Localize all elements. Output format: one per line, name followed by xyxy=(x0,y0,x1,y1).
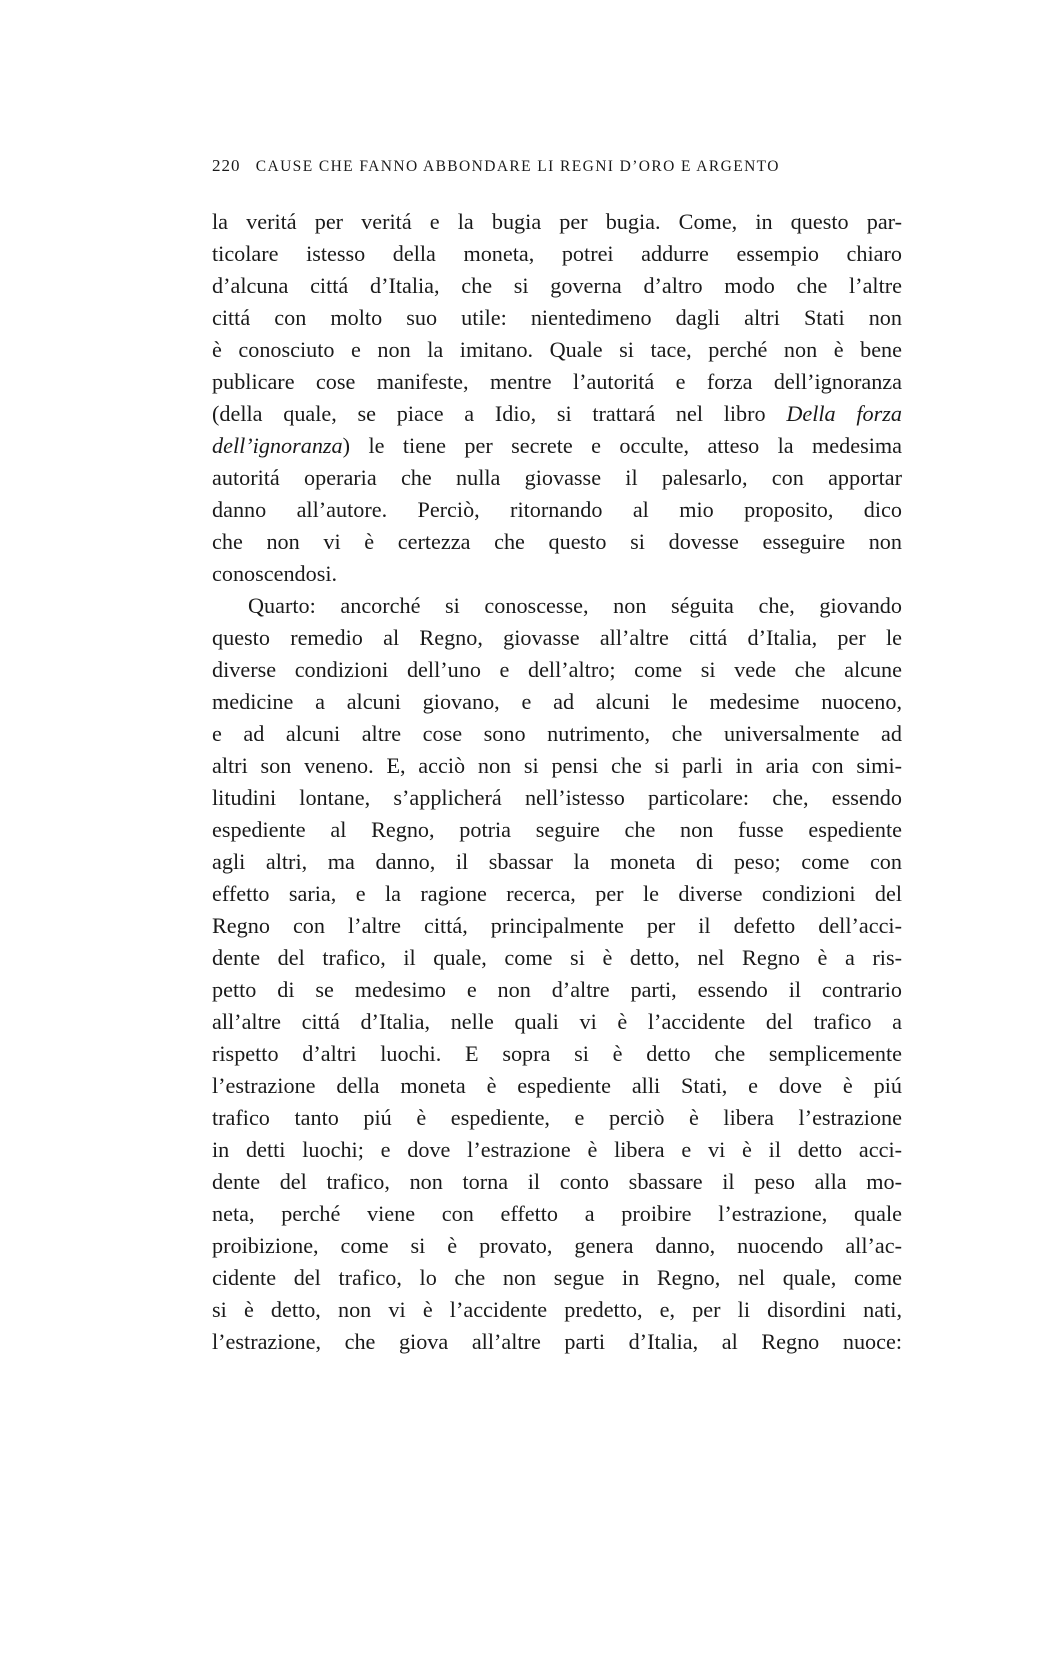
text-segment: ) le tiene per secrete e occulte, atteso la medesima xyxy=(342,433,902,458)
text-line: Quarto: ancorché si conoscesse, non séguita che, giovando xyxy=(248,593,902,618)
text-line: neta, perché viene con effetto a proibire l’estrazione, quale xyxy=(212,1201,902,1226)
text-line: rispetto d’altri luochi. E sopra si è detto che semplicemente xyxy=(212,1041,902,1066)
paragraph-2 xyxy=(212,590,902,1358)
text-line: si è detto, non vi è l’accidente predetto, e, per li disordini nati, xyxy=(212,1297,902,1322)
text-line: d’alcuna cittá d’Italia, che si governa d’altro modo che l’altre xyxy=(212,273,902,298)
text-line: dente del trafico, il quale, come si è detto, nel Regno è a ris- xyxy=(212,945,902,970)
text-line: danno all’autore. Perciò, ritornando al mio proposito, dico xyxy=(212,497,902,522)
running-title: CAUSE CHE FANNO ABBONDARE LI REGNI D’ORO E ARGENTO xyxy=(255,158,780,175)
text-segment: (della quale, se piace a Idio, si trattará nel libro xyxy=(212,401,787,426)
text-line: dente del trafico, non torna il conto sbassare il peso alla mo- xyxy=(212,1169,902,1194)
text-line: ticolare istesso della moneta, potrei addurre essempio chiaro xyxy=(212,241,902,266)
text-line: conoscendosi. xyxy=(212,561,338,586)
text-line: e ad alcuni altre cose sono nutrimento, che universalmente ad xyxy=(212,721,902,746)
text-line: trafico tanto piú è espediente, e perciò è libera l’estrazione xyxy=(212,1105,902,1130)
body-text xyxy=(212,206,902,1358)
text-line: l’estrazione della moneta è espediente alli Stati, e dove è piú xyxy=(212,1073,902,1098)
text-line: questo remedio al Regno, giovasse all’altre cittá d’Italia, per le xyxy=(212,625,902,650)
text-line: Regno con l’altre cittá, principalmente per il defetto dell’acci- xyxy=(212,913,902,938)
text-line: effetto saria, e la ragione recerca, per le diverse condizioni del xyxy=(212,881,902,906)
page-number: 220 xyxy=(212,156,241,175)
text-line: diverse condizioni dell’uno e dell’altro; come si vede che alcune xyxy=(212,657,902,682)
text-line: la veritá per veritá e la bugia per bugia. Come, in questo par- xyxy=(212,209,902,234)
paragraph-1 xyxy=(212,206,902,590)
text-line: proibizione, come si è provato, genera danno, nuocendo all’ac- xyxy=(212,1233,902,1258)
text-line: autoritá operaria che nulla giovasse il palesarlo, con apportar xyxy=(212,465,902,490)
running-head xyxy=(212,156,912,176)
text-line: agli altri, ma danno, il sbassar la moneta di peso; come con xyxy=(212,849,902,874)
book-title-italic: dell’ignoranza xyxy=(212,433,343,458)
text-line xyxy=(212,430,902,462)
text-line: in detti luochi; e dove l’estrazione è libera e vi è il detto acci- xyxy=(212,1137,902,1162)
text-line: petto di se medesimo e non d’altre parti, essendo il contrario xyxy=(212,977,902,1002)
text-line: litudini lontane, s’applicherá nell’istesso particolare: che, essendo xyxy=(212,785,902,810)
text-line: l’estrazione, che giova all’altre parti d’Italia, al Regno nuoce: xyxy=(212,1329,902,1354)
text-line: medicine a alcuni giovano, e ad alcuni le medesime nuoceno, xyxy=(212,689,902,714)
text-line: cittá con molto suo utile: nientedimeno dagli altri Stati non xyxy=(212,305,902,330)
text-line: cidente del trafico, lo che non segue in Regno, nel quale, come xyxy=(212,1265,902,1290)
text-line: è conosciuto e non la imitano. Quale si tace, perché non è bene xyxy=(212,337,902,362)
text-line: all’altre cittá d’Italia, nelle quali vi è l’accidente del trafico a xyxy=(212,1009,902,1034)
text-line: altri son veneno. E, acciò non si pensi che si parli in aria con simi- xyxy=(212,753,902,778)
book-title-italic: Della forza xyxy=(786,401,902,426)
text-line: che non vi è certezza che questo si dovesse esseguire non xyxy=(212,529,902,554)
text-line: espediente al Regno, potria seguire che non fusse espediente xyxy=(212,817,902,842)
text-line: publicare cose manifeste, mentre l’autoritá e forza dell’ignoranza xyxy=(212,369,902,394)
text-line xyxy=(212,398,902,430)
